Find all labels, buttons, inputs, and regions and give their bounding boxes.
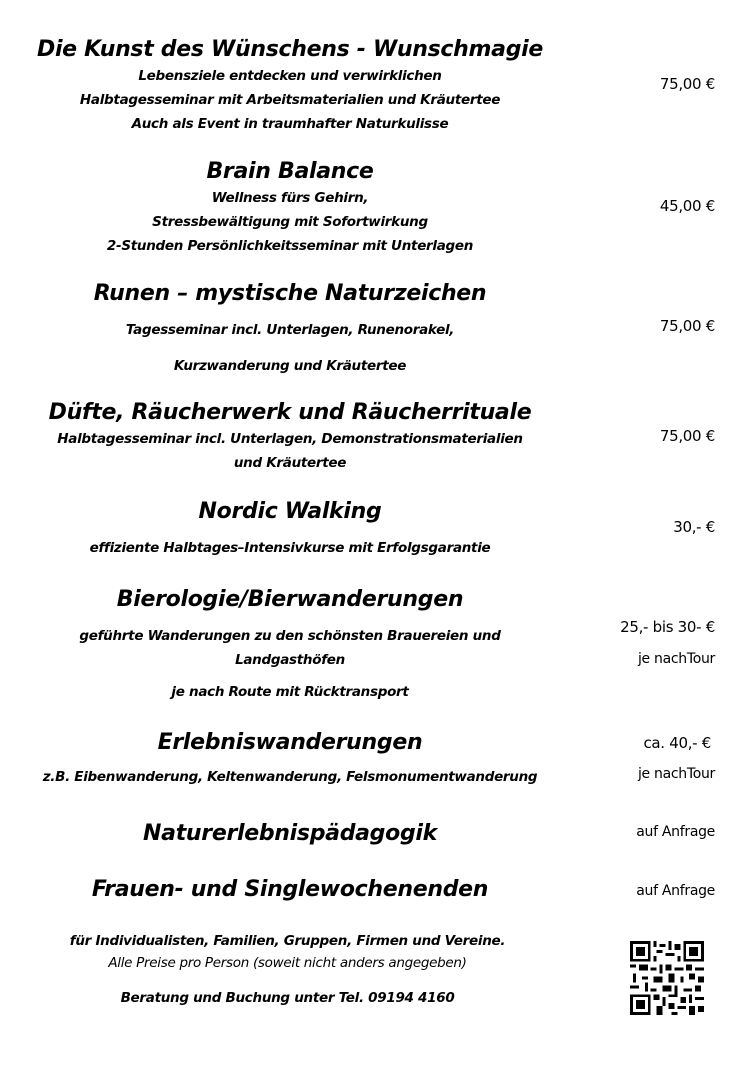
footer-audience: für Individualisten, Familien, Gruppen, Firmen und Vereine. (69, 933, 506, 949)
offer-price: 75,00 € (659, 75, 715, 93)
offer-price-note: je nachTour (637, 651, 715, 667)
offer-brain-balance (0, 158, 580, 258)
offer-title: Frauen- und Singlewochenenden (91, 877, 489, 902)
offer-line: effiziente Halbtages–Intensivkurse mit Erfolgsgarantie (89, 540, 491, 556)
offer-line: geführte Wanderungen zu den schönsten Brauereien und (79, 628, 501, 644)
offer-line: Lebensziele entdecken und verwirklichen (138, 68, 442, 84)
offer-line: je nach Route mit Rücktransport (171, 684, 409, 700)
offer-line: Halbtagesseminar mit Arbeitsmaterialien und Kräutertee (79, 92, 501, 108)
footer-price-note: Alle Preise pro Person (soweit nicht anders angegeben) (108, 955, 467, 971)
offer-title: Die Kunst des Wünschens - Wunschmagie (36, 37, 544, 62)
offer-title: Brain Balance (206, 159, 374, 184)
offer-line: Wellness fürs Gehirn, (211, 190, 369, 206)
offer-line: Auch als Event in traumhafter Naturkulisse (131, 116, 449, 132)
offer-price: 45,00 € (659, 197, 715, 215)
offer-title: Nordic Walking (198, 499, 382, 524)
offer-naturerlebnispaedagogik (0, 820, 580, 848)
qr-code-icon (630, 941, 704, 1015)
offer-price: ca. 40,- € (643, 734, 711, 752)
footer (0, 930, 575, 1009)
offer-title: Bierologie/Bierwanderungen (116, 587, 464, 612)
offer-price: auf Anfrage (636, 824, 715, 840)
offer-price: 25,- bis 30- € (620, 618, 715, 636)
offer-line: Tagesseminar incl. Unterlagen, Runenorakel, (125, 322, 455, 338)
footer-contact: Beratung und Buchung unter Tel. 09194 4160 (120, 990, 455, 1006)
offer-erlebniswanderungen (0, 729, 580, 789)
offer-price: auf Anfrage (636, 883, 715, 899)
offer-bierologie (0, 586, 580, 704)
offer-singlewochenenden (0, 876, 580, 904)
offer-line: und Kräutertee (233, 455, 347, 471)
offer-price: 75,00 € (659, 317, 715, 335)
offer-title: Runen – mystische Naturzeichen (93, 281, 487, 306)
offer-line: Stressbewältigung mit Sofortwirkung (152, 214, 428, 230)
offer-title: Düfte, Räucherwerk und Räucherrituale (48, 400, 532, 425)
offer-price-note: je nachTour (637, 766, 715, 782)
offer-line: Kurzwanderung und Kräutertee (173, 358, 407, 374)
offer-price: 30,- € (673, 518, 715, 536)
offer-title: Naturerlebnispädagogik (143, 821, 437, 846)
offer-runen (0, 280, 580, 378)
offer-line: Halbtagesseminar incl. Unterlagen, Demonstrationsmaterialien (57, 431, 523, 447)
offer-duefte (0, 399, 580, 475)
offer-wunschmagie (0, 36, 580, 136)
offer-line: z.B. Eibenwanderung, Keltenwanderung, Felsmonumentwanderung (42, 769, 538, 785)
offer-line: Landgasthöfen (235, 652, 345, 668)
offer-line: 2-Stunden Persönlichkeitsseminar mit Unterlagen (106, 238, 474, 254)
offer-title: Erlebniswanderungen (157, 730, 423, 755)
offer-price: 75,00 € (659, 427, 715, 445)
offer-nordic-walking (0, 498, 580, 560)
